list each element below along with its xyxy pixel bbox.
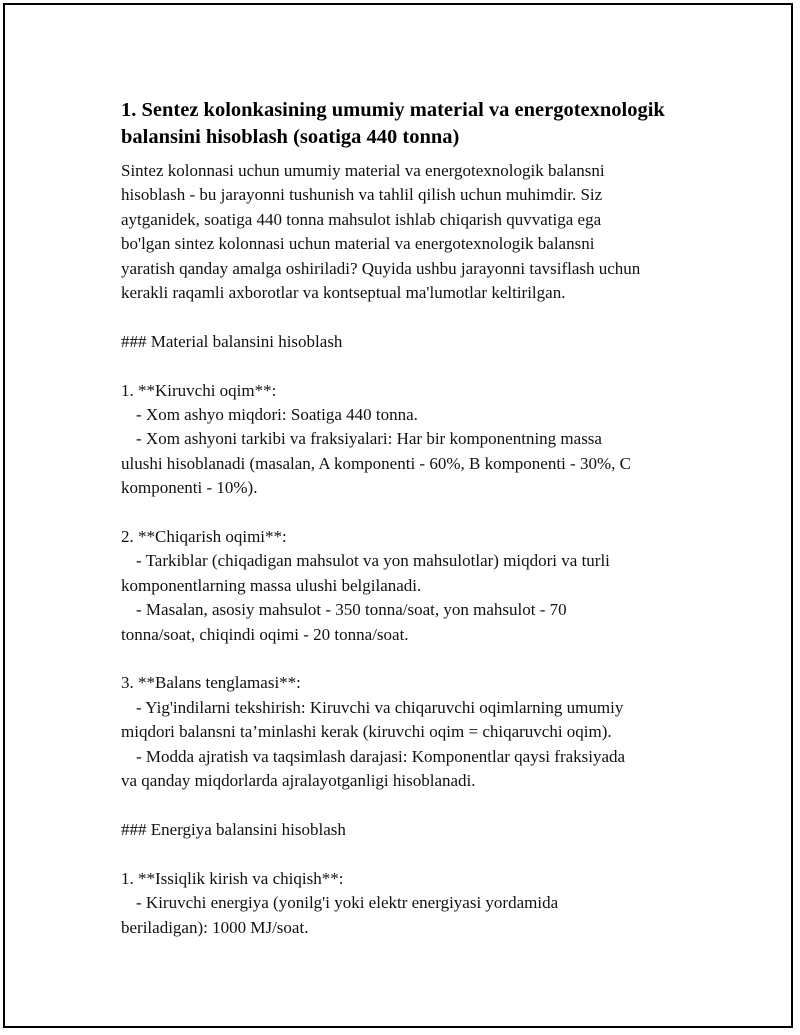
intro-line: bo'lgan sintez kolonnasi uchun material va energotexnologik balansni (121, 234, 595, 254)
list-item-chiqarish-oqimi (121, 525, 696, 647)
list-item-heading: 3. **Balans tenglamasi**: (121, 673, 301, 693)
list-item-line: - Modda ajratish va taqsimlash darajasi: Komponentlar qaysi fraksiyada (136, 746, 626, 766)
section-heading-energy: ### Energiya balansini hisoblash (121, 819, 346, 839)
intro-paragraph (121, 159, 696, 305)
list-item-issiqlik (121, 867, 696, 940)
document-body (121, 97, 696, 940)
list-item-line: komponentlarning massa ulushi belgilanadi. (121, 575, 422, 595)
list-item-balans-tenglamasi (121, 671, 696, 793)
list-item-line: - Xom ashyo miqdori: Soatiga 440 tonna. (136, 405, 418, 425)
title-line: 1. Sentez kolonkasining umumiy material va energotexnologik (121, 99, 665, 121)
document-page (3, 3, 793, 1028)
intro-line: Sintez kolonnasi uchun umumiy material va energotexnologik balansni (121, 161, 605, 180)
list-item-line: komponenti - 10%). (121, 478, 258, 498)
list-item-line: - Yig'indilarni tekshirish: Kiruvchi va chiqaruvchi oqimlarning umumiy (136, 697, 624, 717)
list-item-kiruvchi-oqim (121, 379, 696, 501)
intro-line: hisoblash - bu jarayonni tushunish va tahlil qilish uchun muhimdir. Siz (121, 185, 603, 205)
document-title (121, 97, 696, 151)
list-item-heading: 2. **Chiqarish oqimi**: (121, 527, 287, 547)
intro-line: kerakli raqamli axborotlar va kontseptual ma'lumotlar keltirilgan. (121, 283, 566, 303)
list-item-line: - Masalan, asosiy mahsulot - 350 tonna/soat, yon mahsulot - 70 (136, 600, 567, 620)
intro-line: aytganidek, soatiga 440 tonna mahsulot ishlab chiqarish quvvatiga ega (121, 209, 602, 229)
list-item-line: va qanday miqdorlarda ajralayotganligi hisoblanadi. (121, 771, 476, 791)
intro-line: yaratish qanday amalga oshiriladi? Quyida ushbu jarayonni tavsiflash uchun (121, 258, 641, 278)
list-item-line: - Tarkiblar (chiqadigan mahsulot va yon mahsulotlar) miqdori va turli (136, 551, 610, 571)
list-item-line: - Xom ashyoni tarkibi va fraksiyalari: Har bir komponentning massa (136, 429, 602, 449)
section-heading-material: ### Material balansini hisoblash (121, 331, 343, 351)
title-line: balansini hisoblash (soatiga 440 tonna) (121, 126, 460, 148)
list-item-line: tonna/soat, chiqindi oqimi - 20 tonna/soat. (121, 624, 409, 644)
list-item-line: ulushi hisoblanadi (masalan, A komponenti - 60%, B komponenti - 30%, C (121, 453, 631, 473)
list-item-line: beriladigan): 1000 MJ/soat. (121, 917, 309, 937)
list-item-line: miqdori balansni ta’minlashi kerak (kiruvchi oqim = chiqaruvchi oqim). (121, 722, 612, 742)
list-item-heading: 1. **Issiqlik kirish va chiqish**: (121, 868, 344, 888)
list-item-line: - Kiruvchi energiya (yonilg'i yoki elektr energiyasi yordamida (136, 893, 559, 913)
list-item-heading: 1. **Kiruvchi oqim**: (121, 380, 277, 400)
